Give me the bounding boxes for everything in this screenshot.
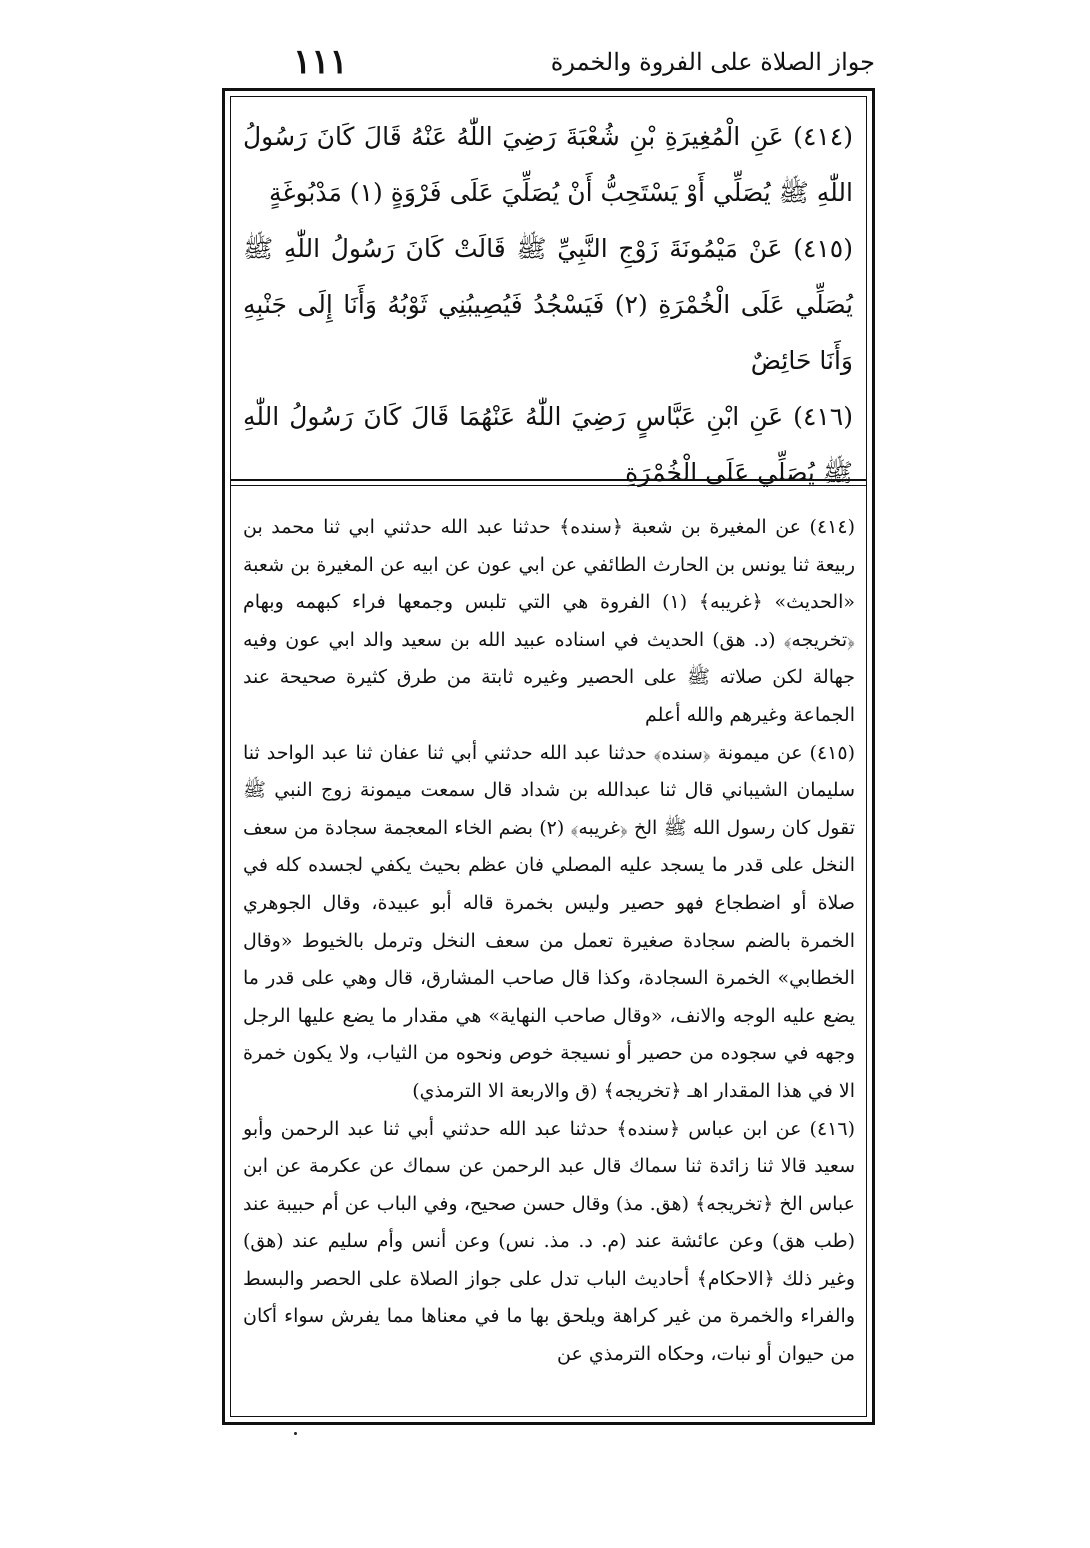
page-number: ١١١ [293, 42, 348, 82]
page-frame [222, 88, 875, 1425]
commentary-section [243, 509, 855, 1374]
commentary-415: (٤١٥) عن ميمونة ﴿سنده﴾ حدثنا عبد الله حدثني أبي ثنا عفان ثنا عبد الواحد ثنا سليمان الشيباني قال ثنا عبدالله بن شداد قال سمعت ميمونة زوج النبي ﷺ تقول كان رسول الله ﷺ الخ ﴿غريبه﴾ (٢) بضم الخاء المعجمة سجادة من سعف النخل على قدر ما يسجد عليه المصلي فان عظم بحيث يكفي لجسده كله في صلاة أو اضطجاع فهو حصير وليس بخمرة قاله أبو عبيدة، وقال الجوهري الخمرة بالضم سجادة صغيرة تعمل من سعف النخل وترمل بالخيوط «وقال الخطابي» الخمرة السجادة، وكذا قال صاحب المشارق، قال وهي على قدر ما يضع عليه الوجه والانف، «وقال صاحب النهاية» هي مقدار ما يضع عليها الرجل وجهه في سجوده من حصير أو نسيجة خوص ونحوه من الثياب، ولا يكون خمرة الا في هذا المقدار اهـ ﴿تخريجه﴾ (ق والاربعة الا الترمذي) [243, 741, 855, 1102]
hadith-number: (٤١٥) [793, 234, 854, 263]
hadith-number: (٤١٤) [793, 122, 853, 151]
hadith-section [243, 109, 853, 501]
stray-ink-dot [294, 1432, 297, 1435]
page-header [215, 42, 875, 88]
commentary-414: (٤١٤) عن المغيرة بن شعبة ﴿سنده﴾ حدثنا عبد الله حدثني ابي ثنا محمد بن ربيعة ثنا يونس بن الحارث الطائفي عن ابي عون عن ابيه عن المغيرة بن شعبة «الحديث» ﴿غريبه﴾ (١) الفروة هي التي تلبس وجمعها فراء كبهمه وبهام ﴿تخريجه﴾ (د. هق) الحديث في اسناده عبيد الله بن سعيد والد ابي عون وفيه جهالة لكن صلاته ﷺ على الحصير وغيره ثابتة من طرق كثيرة صحيحة عند الجماعة وغيرهم والله أعلم [243, 516, 855, 726]
hadith-text: عَنِ ابْنِ عَبَّاسٍ رَضِيَ اللّٰهُ عَنْهُمَا قَالَ كَانَ رَسُولُ اللّٰهِ ﷺ يُصَلِّي عَلَى الْخُمْرَةِ [243, 402, 853, 487]
commentary-416: (٤١٦) عن ابن عباس ﴿سنده﴾ حدثنا عبد الله حدثني أبي ثنا عبد الرحمن وأبو سعيد قالا ثنا زائدة ثنا سماك قال عبد الرحمن عن سماك عن عكرمة عن ابن عباس الخ ﴿تخريجه﴾ (هق. مذ) وقال حسن صحيح، وفي الباب عن أم حبيبة عند (طب هق) وعن عائشة عند (م. د. مذ. نس) وعن أنس وأم سليم عند (هق) وغير ذلك ﴿الاحكام﴾ أحاديث الباب تدل على جواز الصلاة على الحصر والبسط والفراء والخمرة من غير كراهة ويلحق بها ما في معناها مما يفرش سواء أكان من حيوان أو نبات، وحكاه الترمذي عن [243, 1117, 855, 1366]
hadith-text: عَنِ الْمُغِيرَةِ بْنِ شُعْبَةَ رَضِيَ اللّٰهُ عَنْهُ قَالَ كَانَ رَسُولُ اللّٰهِ ﷺ يُصَلِّي أَوْ يَسْتَحِبُّ أَنْ يُصَلِّيَ عَلَى فَرْوَةٍ (١) مَدْبُوغَةٍ [243, 122, 853, 207]
hadith-415 [243, 221, 853, 389]
hadith-number: (٤١٦) [793, 402, 853, 431]
section-divider [230, 479, 867, 486]
hadith-text: عَنْ مَيْمُونَةَ زَوْجِ النَّبِيِّ ﷺ قَالَتْ كَانَ رَسُولُ اللّٰهِ ﷺ يُصَلِّي عَلَى الْخُمْرَةِ (٢) فَيَسْجُدُ فَيُصِيبُنِي ثَوْبُهُ وَأَنَا إِلَى جَنْبِهِ وَأَنَا حَائِضٌ [243, 234, 853, 375]
running-title: جواز الصلاة على الفروة والخمرة [550, 48, 875, 76]
hadith-414 [243, 109, 853, 221]
